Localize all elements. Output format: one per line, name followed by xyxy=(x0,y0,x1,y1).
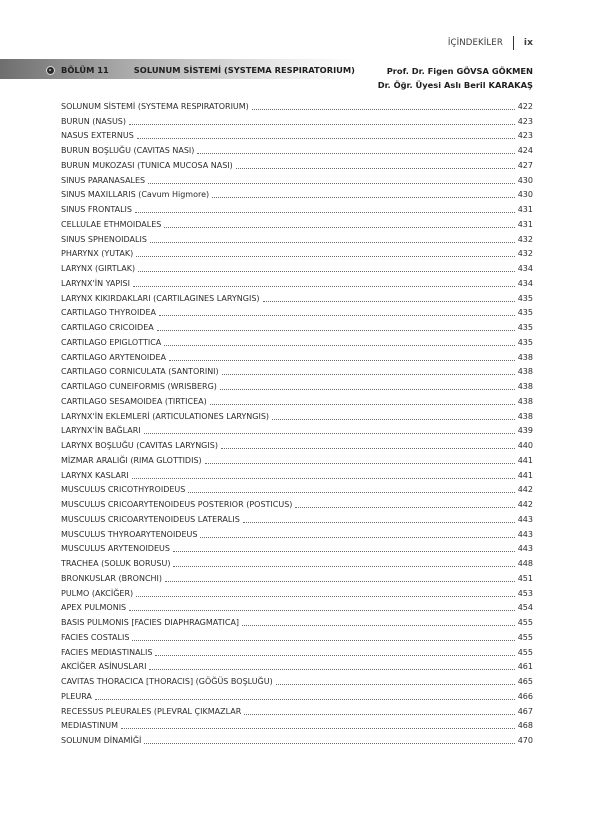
toc-entry[interactable] xyxy=(61,495,533,510)
toc-entry[interactable] xyxy=(61,554,533,569)
toc-entry[interactable] xyxy=(61,731,533,746)
chapter-number: BÖLÜM 11 xyxy=(61,65,109,75)
toc-dot-leader xyxy=(243,522,515,523)
toc-entry-page: 424 xyxy=(517,146,533,155)
toc-entry-title: MUSCULUS CRICOARYTENOIDEUS POSTERIOR (POSTICUS) xyxy=(61,500,293,509)
toc-entry-title: MİZMAR ARALIĞI (RIMA GLOTTIDIS) xyxy=(61,455,202,465)
toc-entry[interactable] xyxy=(61,259,533,274)
toc-entry-page: 443 xyxy=(517,544,533,554)
toc-entry-page: 455 xyxy=(517,647,533,657)
toc-dot-leader xyxy=(212,197,515,198)
toc-dot-leader xyxy=(95,699,515,700)
toc-entry-page: 454 xyxy=(517,603,533,613)
toc-dot-leader xyxy=(272,419,515,420)
toc-entry-title: CARTILAGO CUNEIFORMIS (WRISBERG) xyxy=(61,382,217,391)
toc-dot-leader xyxy=(165,581,515,582)
toc-entry-page: 466 xyxy=(517,691,533,701)
toc-entry-page: 441 xyxy=(517,455,533,465)
toc-entry[interactable] xyxy=(61,658,533,673)
toc-entry-page: 430 xyxy=(517,190,533,200)
toc-entry-page: 435 xyxy=(517,323,533,332)
toc-dot-leader xyxy=(136,596,515,597)
toc-entry[interactable] xyxy=(61,274,533,289)
toc-entry-title: APEX PULMONIS xyxy=(61,603,127,613)
toc-dot-leader xyxy=(148,183,515,184)
chapter-bullet-icon xyxy=(46,66,55,75)
toc-entry-page: 432 xyxy=(517,249,533,259)
toc-entry[interactable] xyxy=(61,363,533,378)
chapter-title: SOLUNUM SİSTEMİ (SYSTEMA RESPIRATORIUM) xyxy=(133,65,355,75)
toc-entry-page: 442 xyxy=(517,500,533,509)
toc-entry-title: FACIES MEDIASTINALIS xyxy=(61,647,153,657)
toc-entry[interactable] xyxy=(61,245,533,260)
toc-entry-page: 422 xyxy=(517,101,533,111)
toc-entry[interactable] xyxy=(61,569,533,584)
toc-entry-title: PHARYNX (YUTAK) xyxy=(61,249,134,259)
toc-dot-leader xyxy=(220,389,515,390)
toc-entry-title: LARYNX KIKIRDAKLARI (CARTILAGINES LARYNGIS) xyxy=(61,293,260,303)
page-number: ix xyxy=(523,38,533,48)
toc-entry[interactable] xyxy=(61,186,533,201)
toc-dot-leader xyxy=(159,315,515,316)
toc-dot-leader xyxy=(121,728,515,729)
toc-entry[interactable] xyxy=(61,510,533,525)
toc-dot-leader xyxy=(164,227,515,228)
toc-entry[interactable] xyxy=(61,318,533,333)
toc-entry[interactable] xyxy=(61,451,533,466)
toc-entry-page: 435 xyxy=(517,337,533,347)
toc-entry[interactable] xyxy=(61,304,533,319)
toc-entry[interactable] xyxy=(61,525,533,540)
toc-entry[interactable] xyxy=(61,628,533,643)
toc-dot-leader xyxy=(137,138,515,139)
toc-entry-page: 455 xyxy=(517,618,533,627)
toc-entry-title: SINUS MAXILLARIS (Cavum Higmore) xyxy=(61,190,210,200)
toc-entry-title: CARTILAGO CRICOIDEA xyxy=(61,323,154,332)
toc-entry-page: 438 xyxy=(517,352,533,362)
running-head-title: İÇİNDEKİLER xyxy=(447,38,503,48)
toc-entry[interactable] xyxy=(61,687,533,702)
toc-entry-page: 468 xyxy=(517,721,533,731)
toc-entry-page: 453 xyxy=(517,588,533,598)
toc-entry-title: CARTILAGO SESAMOIDEA (TIRTICEA) xyxy=(61,396,207,406)
toc-entry-page: 438 xyxy=(517,396,533,406)
toc-entry[interactable] xyxy=(61,422,533,437)
toc-entry-page: 432 xyxy=(517,234,533,244)
toc-entry-title: LARYNX'İN YAPISI xyxy=(61,278,130,288)
toc-entry[interactable] xyxy=(61,717,533,732)
toc-dot-leader xyxy=(138,271,515,272)
toc-entry[interactable] xyxy=(61,436,533,451)
toc-entry-page: 435 xyxy=(517,293,533,303)
author-name: Prof. Dr. Figen GÖVSA GÖKMEN xyxy=(386,66,533,76)
toc-entry[interactable] xyxy=(61,392,533,407)
toc-entry[interactable] xyxy=(61,97,533,112)
toc-entry[interactable] xyxy=(61,127,533,142)
toc-entry[interactable] xyxy=(61,348,533,363)
toc-entry-page: 438 xyxy=(517,367,533,377)
toc-entry-title: BASIS PULMONIS [FACIES DIAPHRAGMATICA] xyxy=(61,618,240,627)
toc-entry[interactable] xyxy=(61,599,533,614)
running-head xyxy=(448,36,533,50)
toc-entry-title: CARTILAGO THYROIDEA xyxy=(61,308,156,318)
toc-entry-page: 467 xyxy=(517,706,533,716)
toc-entry[interactable] xyxy=(61,672,533,687)
chapter-heading xyxy=(46,64,355,76)
toc-entry-title: NASUS EXTERNUS xyxy=(61,131,134,141)
running-head-divider xyxy=(513,36,514,50)
toc-entry-title: LARYNX BOŞLUĞU (CAVITAS LARYNGIS) xyxy=(61,441,218,450)
toc-dot-leader xyxy=(144,743,515,744)
toc-entry-title: SOLUNUM DİNAMİĞİ xyxy=(61,736,142,745)
toc-entry-page: 439 xyxy=(517,426,533,436)
toc-entry-title: LARYNX (GIRTLAK) xyxy=(61,264,136,273)
toc-dot-leader xyxy=(169,360,515,361)
toc-entry[interactable] xyxy=(61,289,533,304)
toc-entry[interactable] xyxy=(61,613,533,628)
toc-entry[interactable] xyxy=(61,377,533,392)
toc-dot-leader xyxy=(136,256,515,257)
toc-entry-title: TRACHEA (SOLUK BORUSU) xyxy=(61,559,171,568)
toc-entry-title: MUSCULUS CRICOARYTENOIDEUS LATERALIS xyxy=(61,514,240,524)
toc-dot-leader xyxy=(252,109,515,110)
toc-entry[interactable] xyxy=(61,407,533,422)
toc-entry-title: PULMO (AKCİĞER) xyxy=(61,588,134,598)
toc-entry-title: CELLULAE ETHMOIDALES xyxy=(61,219,162,229)
toc-entry[interactable] xyxy=(61,466,533,481)
chapter-authors xyxy=(378,64,533,92)
toc-entry-title: MEDIASTINUM xyxy=(61,721,119,731)
toc-entry-page: 438 xyxy=(517,382,533,391)
table-of-contents xyxy=(61,97,533,746)
toc-dot-leader xyxy=(133,286,515,287)
toc-dot-leader xyxy=(129,610,515,611)
toc-entry[interactable] xyxy=(61,333,533,348)
toc-entry-page: 430 xyxy=(517,175,533,185)
toc-dot-leader xyxy=(188,492,515,493)
toc-dot-leader xyxy=(149,669,515,670)
toc-entry[interactable] xyxy=(61,584,533,599)
toc-dot-leader xyxy=(221,448,515,449)
toc-dot-leader xyxy=(197,153,515,154)
toc-entry-title: PLEURA xyxy=(61,691,92,701)
toc-entry[interactable] xyxy=(61,215,533,230)
toc-entry-title: LARYNX KASLARI xyxy=(61,470,129,480)
toc-entry[interactable] xyxy=(61,230,533,245)
toc-entry-page: 431 xyxy=(517,219,533,229)
toc-entry-page: 427 xyxy=(517,160,533,170)
toc-entry-title: CARTILAGO EPIGLOTTICA xyxy=(61,337,162,347)
toc-entry-title: RECESSUS PLEURALES (PLEVRAL ÇIKMAZLAR xyxy=(61,706,242,716)
toc-entry-page: 423 xyxy=(517,131,533,141)
toc-entry[interactable] xyxy=(61,481,533,496)
toc-entry-page: 451 xyxy=(517,573,533,583)
toc-entry-title: SINUS FRONTALIS xyxy=(61,205,132,214)
toc-entry-page: 438 xyxy=(517,411,533,421)
toc-entry-title: FACIES COSTALIS xyxy=(61,632,130,642)
toc-entry-title: BURUN (NASUS) xyxy=(61,116,126,126)
toc-entry-page: 442 xyxy=(517,485,533,495)
toc-entry-title: LARYNX'İN BAĞLARI xyxy=(61,426,141,436)
toc-entry[interactable] xyxy=(61,200,533,215)
toc-entry-page: 448 xyxy=(517,559,533,568)
toc-entry-title: MUSCULUS THYROARYTENOIDEUS xyxy=(61,529,198,539)
toc-entry-title: BURUN MUKOZASI (TUNICA MUCOSA NASI) xyxy=(61,160,233,170)
toc-entry-title: SINUS PARANASALES xyxy=(61,175,146,185)
toc-entry-page: 455 xyxy=(517,632,533,642)
toc-dot-leader xyxy=(157,330,515,331)
toc-dot-leader xyxy=(173,566,515,567)
toc-entry-page: 434 xyxy=(517,264,533,273)
toc-entry-page: 461 xyxy=(517,662,533,672)
toc-entry[interactable] xyxy=(61,171,533,186)
toc-entry[interactable] xyxy=(61,702,533,717)
toc-entry-title: SINUS SPHENOIDALIS xyxy=(61,234,147,244)
toc-entry-title: SOLUNUM SİSTEMİ (SYSTEMA RESPIRATORIUM) xyxy=(61,101,249,111)
toc-entry[interactable] xyxy=(61,156,533,171)
toc-entry[interactable] xyxy=(61,112,533,127)
toc-entry-page: 443 xyxy=(517,529,533,539)
toc-dot-leader xyxy=(135,212,515,213)
toc-entry-title: BURUN BOŞLUĞU (CAVITAS NASI) xyxy=(61,146,195,155)
toc-entry-title: CARTILAGO CORNICULATA (SANTORINI) xyxy=(61,367,219,377)
toc-entry-page: 434 xyxy=(517,278,533,288)
toc-entry-title: MUSCULUS CRICOTHYROIDEUS xyxy=(61,485,186,495)
toc-dot-leader xyxy=(295,507,515,508)
toc-entry-page: 441 xyxy=(517,470,533,480)
toc-dot-leader xyxy=(244,714,515,715)
toc-dot-leader xyxy=(200,537,515,538)
toc-dot-leader xyxy=(205,463,515,464)
toc-dot-leader xyxy=(132,640,515,641)
toc-dot-leader xyxy=(222,374,515,375)
toc-dot-leader xyxy=(129,124,515,125)
toc-dot-leader xyxy=(155,655,515,656)
toc-entry-page: 423 xyxy=(517,116,533,126)
toc-dot-leader xyxy=(210,404,515,405)
toc-entry[interactable] xyxy=(61,141,533,156)
toc-entry-page: 465 xyxy=(517,677,533,686)
toc-entry-title: CAVITAS THORACICA [THORACIS] (GÖĞÜS BOŞLUĞU) xyxy=(61,677,273,686)
toc-entry-page: 443 xyxy=(517,514,533,524)
toc-dot-leader xyxy=(173,551,515,552)
toc-dot-leader xyxy=(276,684,515,685)
toc-dot-leader xyxy=(144,433,515,434)
toc-entry-title: AKCİĞER ASİNUSLARI xyxy=(61,662,147,672)
toc-entry-page: 435 xyxy=(517,308,533,318)
toc-entry-title: MUSCULUS ARYTENOIDEUS xyxy=(61,544,170,554)
toc-dot-leader xyxy=(150,242,515,243)
toc-dot-leader xyxy=(236,168,515,169)
toc-entry-page: 440 xyxy=(517,441,533,450)
toc-entry[interactable] xyxy=(61,643,533,658)
author-name: Dr. Öğr. Üyesi Aslı Beril KARAKAŞ xyxy=(377,80,533,90)
toc-dot-leader xyxy=(263,301,515,302)
toc-entry-page: 431 xyxy=(517,205,533,214)
toc-dot-leader xyxy=(164,345,515,346)
toc-entry[interactable] xyxy=(61,540,533,555)
toc-dot-leader xyxy=(242,625,515,626)
toc-entry-title: LARYNX'İN EKLEMLERİ (ARTICULATIONES LARYNGIS) xyxy=(61,411,270,421)
toc-entry-page: 470 xyxy=(517,736,533,745)
toc-entry-title: BRONKUSLAR (BRONCHI) xyxy=(61,573,163,583)
toc-dot-leader xyxy=(132,478,515,479)
toc-entry-title: CARTILAGO ARYTENOIDEA xyxy=(61,352,166,362)
